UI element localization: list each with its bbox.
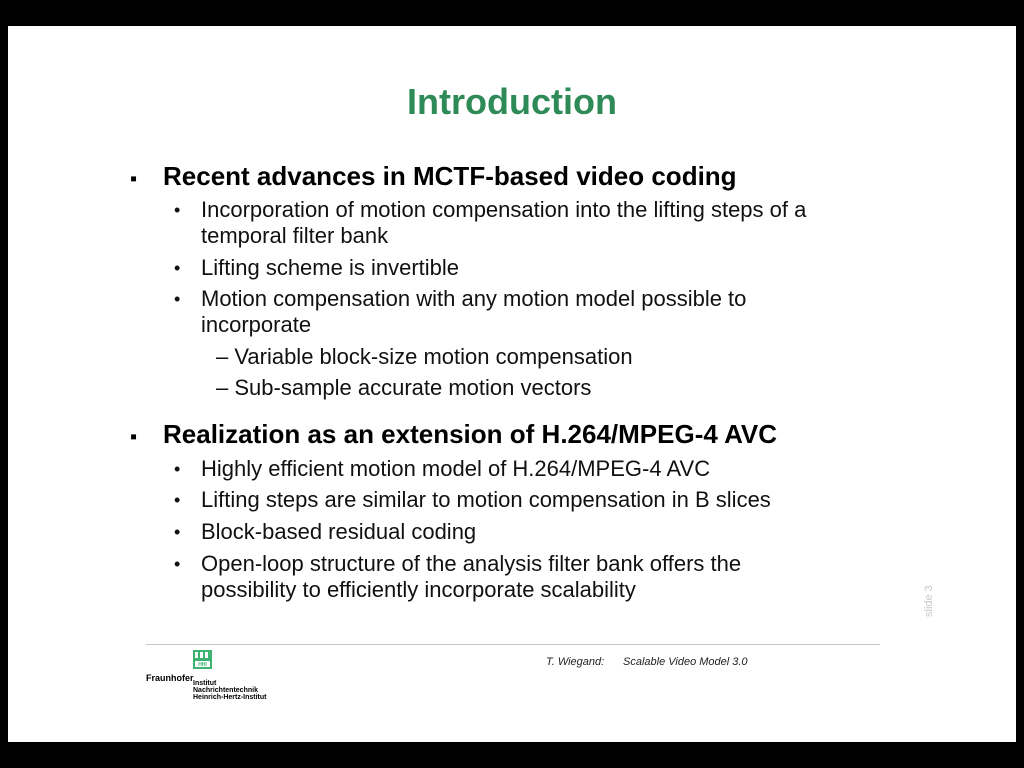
item-text: Highly efficient motion model of H.264/MPEG-4 AVC xyxy=(201,456,711,481)
item-bullet: • xyxy=(174,554,181,574)
item-text: Lifting scheme is invertible xyxy=(201,255,460,280)
item-bullet: • xyxy=(174,522,181,542)
section-heading-2: Realization as an extension of H.264/MPEG-4 AVC xyxy=(163,419,778,449)
item-bullet: • xyxy=(174,490,181,510)
item-text-continued: incorporate xyxy=(201,312,312,337)
item-bullet: • xyxy=(174,459,181,479)
section-bullet-1: ▪ xyxy=(130,168,138,190)
item-text: Motion compensation with any motion model possible to xyxy=(201,286,747,311)
item-text: Lifting steps are similar to motion compensation in B slices xyxy=(201,487,771,512)
item-text: Open-loop structure of the analysis filter bank offers the xyxy=(201,551,742,576)
fraunhofer-logo-icon xyxy=(193,650,212,669)
item-bullet: • xyxy=(174,200,181,220)
item-text-continued: temporal filter bank xyxy=(201,223,389,248)
section-heading-1: Recent advances in MCTF-based video coding xyxy=(163,161,737,191)
slide-number-label: slide 3 xyxy=(923,585,935,617)
subitem-text: – Sub-sample accurate motion vectors xyxy=(216,375,592,400)
logo-brand: Fraunhofer xyxy=(146,673,194,683)
logo-line: Heinrich-Hertz-Institut xyxy=(193,694,267,701)
subitem-text: – Variable block-size motion compensation xyxy=(216,344,633,369)
item-text: Block-based residual coding xyxy=(201,519,477,544)
item-text-continued: possibility to efficiently incorporate scalability xyxy=(201,577,636,602)
item-bullet: • xyxy=(174,258,181,278)
logo-square-text: HHI xyxy=(198,662,207,668)
logo-line: Nachrichtentechnik xyxy=(193,687,258,694)
slide-number xyxy=(910,576,950,616)
footer-divider xyxy=(146,644,880,645)
footer-author: T. Wiegand: xyxy=(546,656,605,668)
logo-line: Institut xyxy=(193,680,217,687)
item-bullet: • xyxy=(174,289,181,309)
slide-title: Introduction xyxy=(407,81,617,122)
section-bullet-2: ▪ xyxy=(130,426,138,448)
footer-talk-title: Scalable Video Model 3.0 xyxy=(623,656,748,668)
item-text: Incorporation of motion compensation into the lifting steps of a xyxy=(201,197,807,222)
